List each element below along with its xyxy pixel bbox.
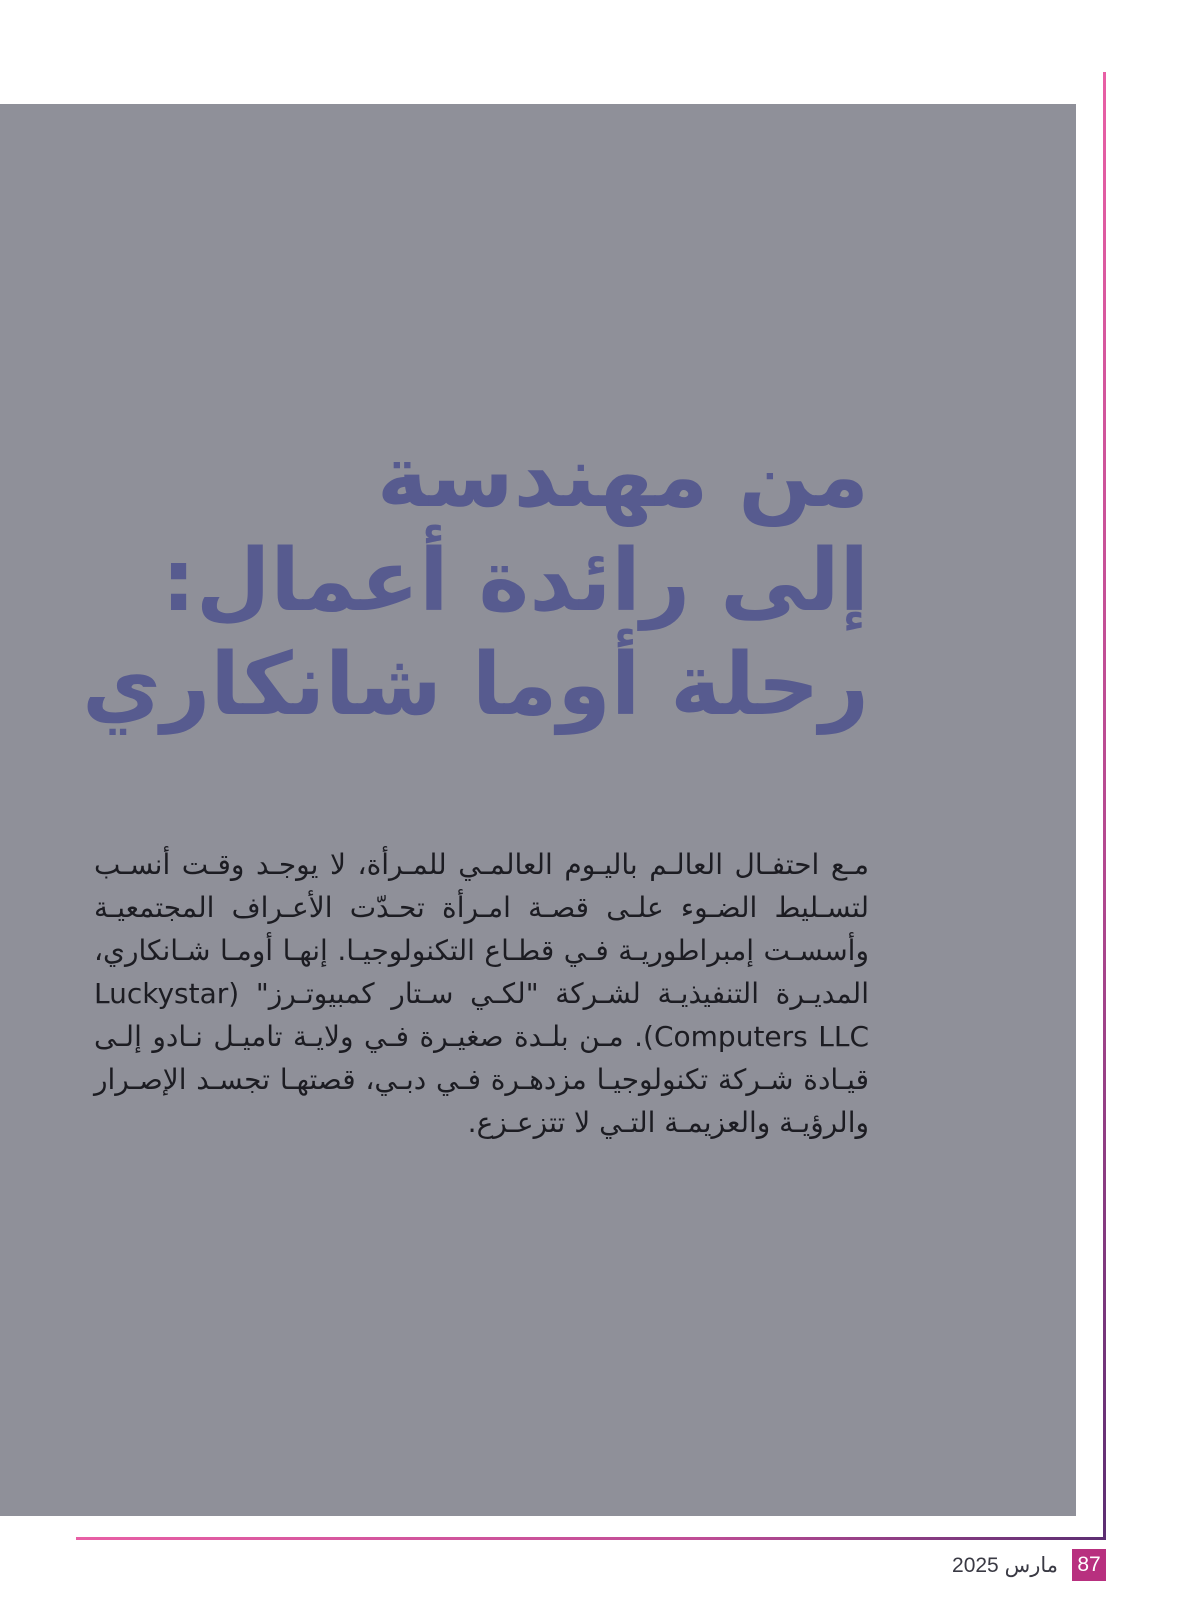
grey-content-panel [0, 104, 1076, 1516]
article-intro-paragraph: مـع احتفـال العالـم باليـوم العالمـي للمـرأة، لا يوجـد وقـت أنسـب لتسـليط الضـوء علـى قصـة امـرأة تحـدّت الأعـراف المجتمعيـة وأسسـت إمبراطوريـة فـي قطـاع التكنولوجيـا. إنهـا أومـا شـانكاري، المديـرة التنفيذيـة لشـركة "لكـي سـتار كمبيوتـرز" (Luckystar Computers LLC). مـن بلـدة صغيـرة فـي ولايـة تاميـل نـادو إلـى قيـادة شـركة تكنولوجيـا مزدهـرة فـي دبـي، قصتهـا تجسـد الإصـرار والرؤيـة والعزيمـة التـي لا تتزعـزع. [94, 848, 869, 1139]
headline-line-3: رحلة أوما شانكاري [82, 635, 869, 735]
frame-line-right [1103, 72, 1106, 1540]
headline-line-2: إلى رائدة أعمال: [161, 531, 869, 631]
frame-line-bottom [76, 1537, 1106, 1540]
page-footer [952, 1549, 1106, 1581]
headline-line-1: من مهندسة [376, 427, 869, 527]
page-number-badge: 87 [1072, 1549, 1106, 1581]
article-headline [82, 425, 869, 737]
issue-date: مارس 2025 [952, 1553, 1058, 1577]
